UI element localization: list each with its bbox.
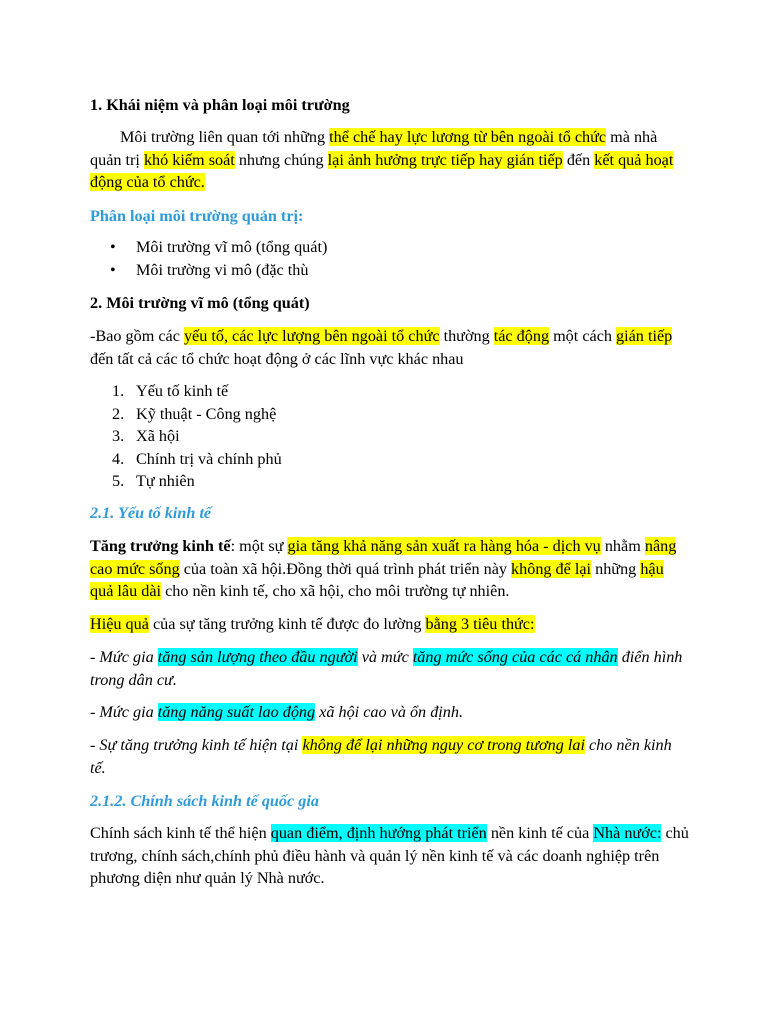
text-run: đến xyxy=(562,150,595,169)
text-run: một cách xyxy=(549,327,617,345)
list-item: 2. Kỹ thuật - Công nghệ xyxy=(112,404,277,423)
list-item: 3. Xã hội xyxy=(112,427,180,445)
highlighted-text: tác động xyxy=(493,327,550,345)
text-run: cho nền kinh tế, cho xã hội, cho môi trường tự nhiên. xyxy=(161,582,510,600)
heading-2: 2. Môi trường vĩ mô (tổng quát) xyxy=(90,294,310,312)
text-run: -Bao gồm các xyxy=(90,327,184,345)
highlighted-text: gia tăng khả năng sản xuất ra hàng hóa - dịch vụ xyxy=(287,537,601,555)
text-run: xã hội cao và ổn định. xyxy=(315,703,464,721)
text-run: của toàn xã hội.Đồng thời quá trình phát triển này xyxy=(179,559,512,578)
list-item: 4. Chính trị và chính phủ xyxy=(112,449,282,468)
highlighted-text: Nhà nước: xyxy=(593,824,662,842)
paragraph-economic-growth xyxy=(90,535,690,603)
highlighted-text: lại ảnh hưởng trực tiếp hay gián tiếp xyxy=(327,150,563,169)
paragraph-macro-environment xyxy=(90,325,690,370)
list-item: 5. Tự nhiên xyxy=(112,472,195,490)
paragraph-criterion-3 xyxy=(90,734,690,779)
heading-2-1: 2.1. Yếu tố kinh tế xyxy=(90,504,212,522)
text-run: nền kinh tế của xyxy=(486,824,594,842)
text-run: mà nhà quản trị xyxy=(90,128,658,169)
text-run: Chính sách kinh tế thể hiện xyxy=(90,824,271,842)
text-run: - Mức gia xyxy=(90,648,158,666)
highlighted-text: gián tiếp xyxy=(616,327,673,345)
highlighted-text: bằng 3 tiêu thức: xyxy=(425,615,535,633)
paragraph-environment-definition xyxy=(90,126,690,194)
heading-environment-classification: Phân loại môi trường quản trị: xyxy=(90,207,304,225)
text-run: thường xyxy=(439,327,494,345)
classification-bullet-list xyxy=(90,236,327,281)
text-run: - Sự tăng trưởng kinh tế hiện tại xyxy=(90,736,303,754)
paragraph-criterion-1 xyxy=(90,646,690,691)
highlighted-text: nâng cao mức sống xyxy=(90,537,677,578)
heading-1: 1. Khái niệm và phân loại môi trường xyxy=(90,96,350,114)
text-run: cho nền kinh tế. xyxy=(90,736,672,777)
highlighted-text: hậu quả lâu dài xyxy=(90,559,664,600)
highlighted-text: tăng mức sống của các cá nhân xyxy=(412,648,618,666)
paragraph-criterion-2 xyxy=(90,701,690,724)
highlighted-text: Hiệu quả xyxy=(90,615,149,633)
paragraph-efficiency-criteria xyxy=(90,613,690,636)
text-run: và mức xyxy=(357,648,413,666)
text-run: nhưng chúng xyxy=(234,150,328,169)
bold-term: Tăng trưởng kinh tế xyxy=(90,537,231,555)
macro-factors-numbered-list xyxy=(90,380,282,493)
highlighted-text: không để lại những nguy cơ trong tương lai xyxy=(302,736,585,754)
text-run: : một sự xyxy=(230,537,288,555)
highlighted-text: khó kiếm soát xyxy=(143,150,235,169)
bullet-icon: • xyxy=(110,260,116,279)
text-run: Môi trường liên quan tới những xyxy=(120,128,330,146)
list-item: • Môi trường vĩ mô (tổng quát) xyxy=(90,236,327,259)
heading-2-1-2: 2.1.2. Chính sách kinh tế quốc gia xyxy=(90,792,319,810)
highlighted-text: yếu tố, các lực lượng bên ngoài tổ chức xyxy=(183,327,440,345)
text-run: của sự tăng trưởng kinh tế được đo lường xyxy=(148,615,426,633)
list-item: • Môi trường vi mô (đặc thù xyxy=(90,259,327,282)
bullet-icon: • xyxy=(110,238,116,256)
text-run: đến tất cả các tổ chức hoạt động ở các lĩnh vực khác nhau xyxy=(90,349,464,368)
highlighted-text: không để lại xyxy=(511,559,592,578)
highlighted-text: tăng năng suất lao động xyxy=(157,703,316,721)
highlighted-text: kết quả hoạt động của tổ chức. xyxy=(90,150,674,191)
highlighted-text: thể chế hay lực lương từ bên ngoài tổ chức xyxy=(329,128,607,146)
highlighted-text: quan điểm, định hướng phát triển xyxy=(270,824,487,842)
text-run: nhằm xyxy=(600,537,645,555)
paragraph-economic-policy xyxy=(90,822,690,890)
list-item: 1. Yếu tố kinh tế xyxy=(112,382,229,400)
text-run: những xyxy=(591,559,641,578)
text-run: chủ trương, chính sách,chính phủ điều hành và quản lý nền kinh tế và các doanh nghiệp trên phương diện như quản lý Nhà nước. xyxy=(90,824,689,887)
text-run: điển hình trong dân cư. xyxy=(90,648,683,689)
highlighted-text: tăng sản lượng theo đầu người xyxy=(157,648,358,666)
text-run: - Mức gia xyxy=(90,703,158,721)
